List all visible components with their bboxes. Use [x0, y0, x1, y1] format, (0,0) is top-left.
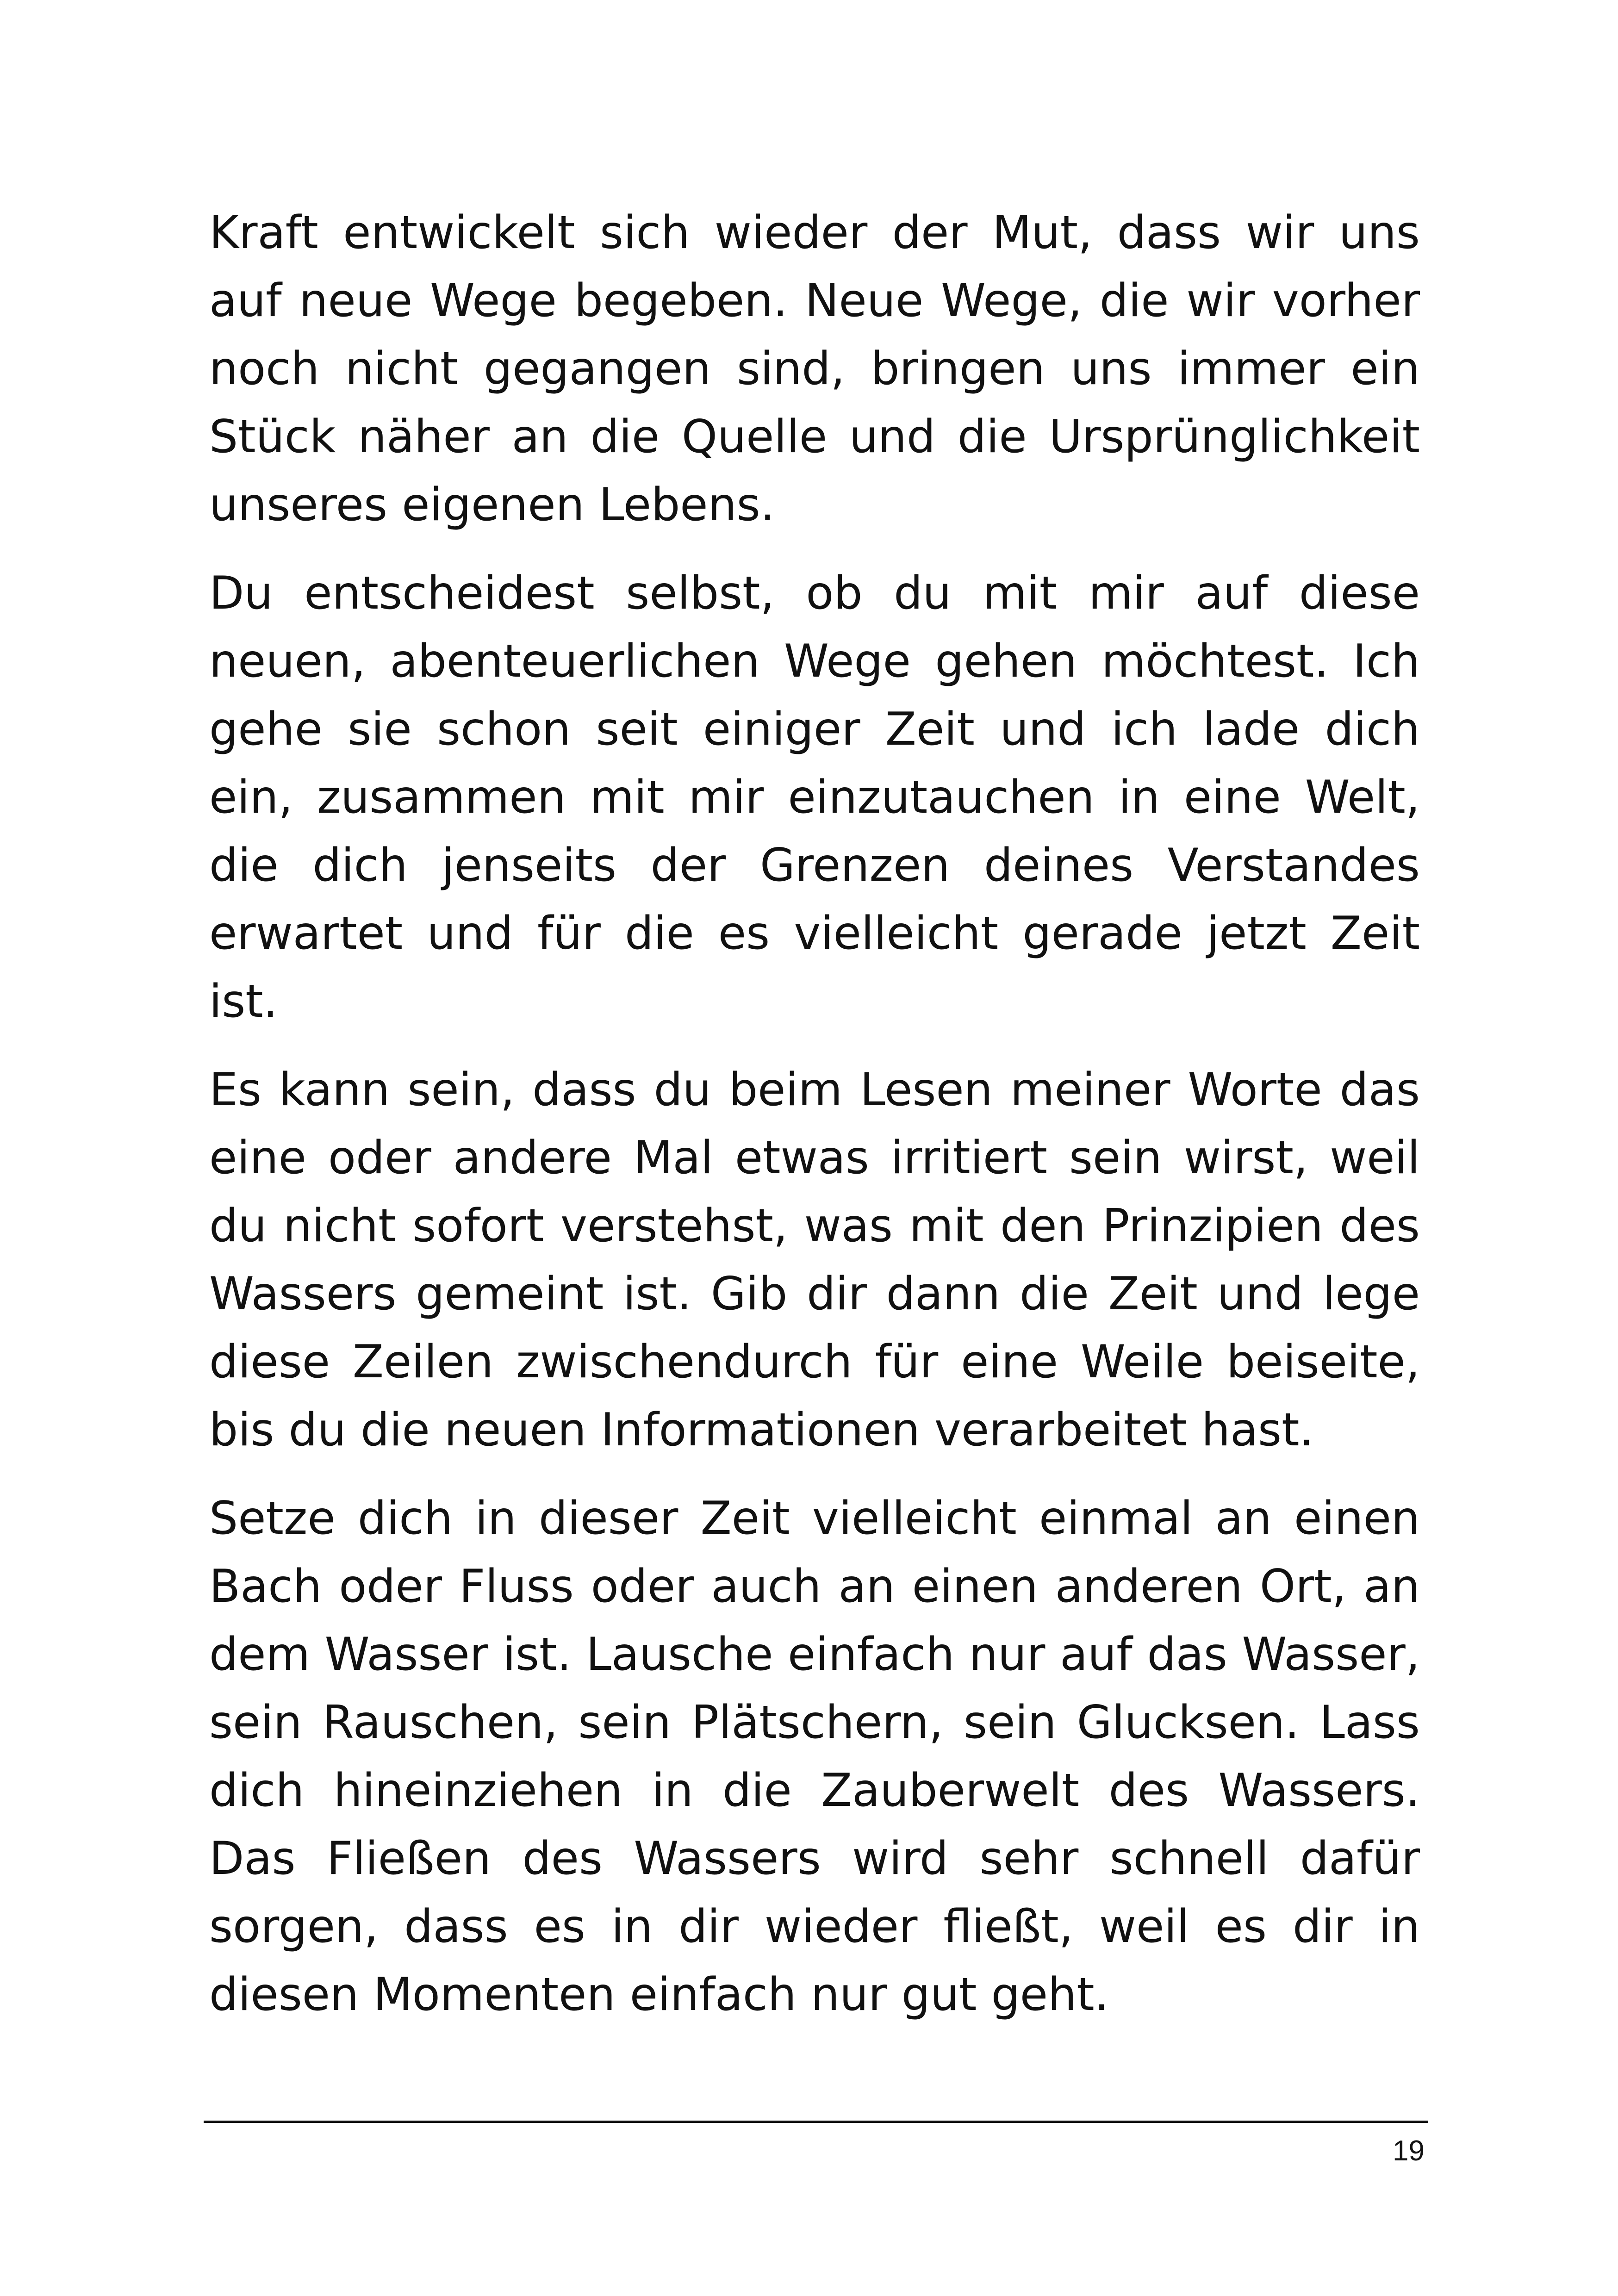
paragraph-3: Es kann sein, dass du beim Lesen meiner Worte das eine oder andere Mal etwas irritiert sein wirst, weil du nicht sofort verstehst, was mit den Prinzipien des Wassers gemeint ist. Gib dir dann die Zeit und lege diese Zeilen zwischendurch für eine Weile beiseite, bis du die neuen Informationen verarbeitet hast.	[209, 1064, 1420, 1456]
page-number: 19	[1393, 2135, 1425, 2167]
body-text	[209, 199, 1420, 2049]
paragraph-2: Du entscheidest selbst, ob du mit mir auf diese neuen, abenteuerlichen Wege gehen möchtest. Ich gehe sie schon seit einiger Zeit und ich lade dich ein, zusammen mit mir einzutauchen in eine Welt, die dich jenseits der Grenzen deines Verstandes erwartet und für die es vielleicht gerade jetzt Zeit ist.	[209, 567, 1420, 1028]
paragraph-4: Setze dich in dieser Zeit vielleicht einmal an einen Bach oder Fluss oder auch an einen anderen Ort, an dem Wasser ist. Lausche einfach nur auf das Wasser, sein Rauschen, sein Plätschern, sein Glucksen. Lass dich hineinziehen in die Zauberwelt des Wassers. Das Fließen des Wassers wird sehr schnell dafür sorgen, dass es in dir wieder fließt, weil es dir in diesen Momenten einfach nur gut geht.	[209, 1492, 1420, 2021]
footer-divider	[204, 2121, 1428, 2123]
paragraph-1: Kraft entwickelt sich wieder der Mut, dass wir uns auf neue Wege begeben. Neue Wege, die wir vorher noch nicht gegangen sind, bringen uns immer ein Stück näher an die Quelle und die Ursprünglichkeit unseres eigenen Lebens.	[209, 206, 1420, 531]
